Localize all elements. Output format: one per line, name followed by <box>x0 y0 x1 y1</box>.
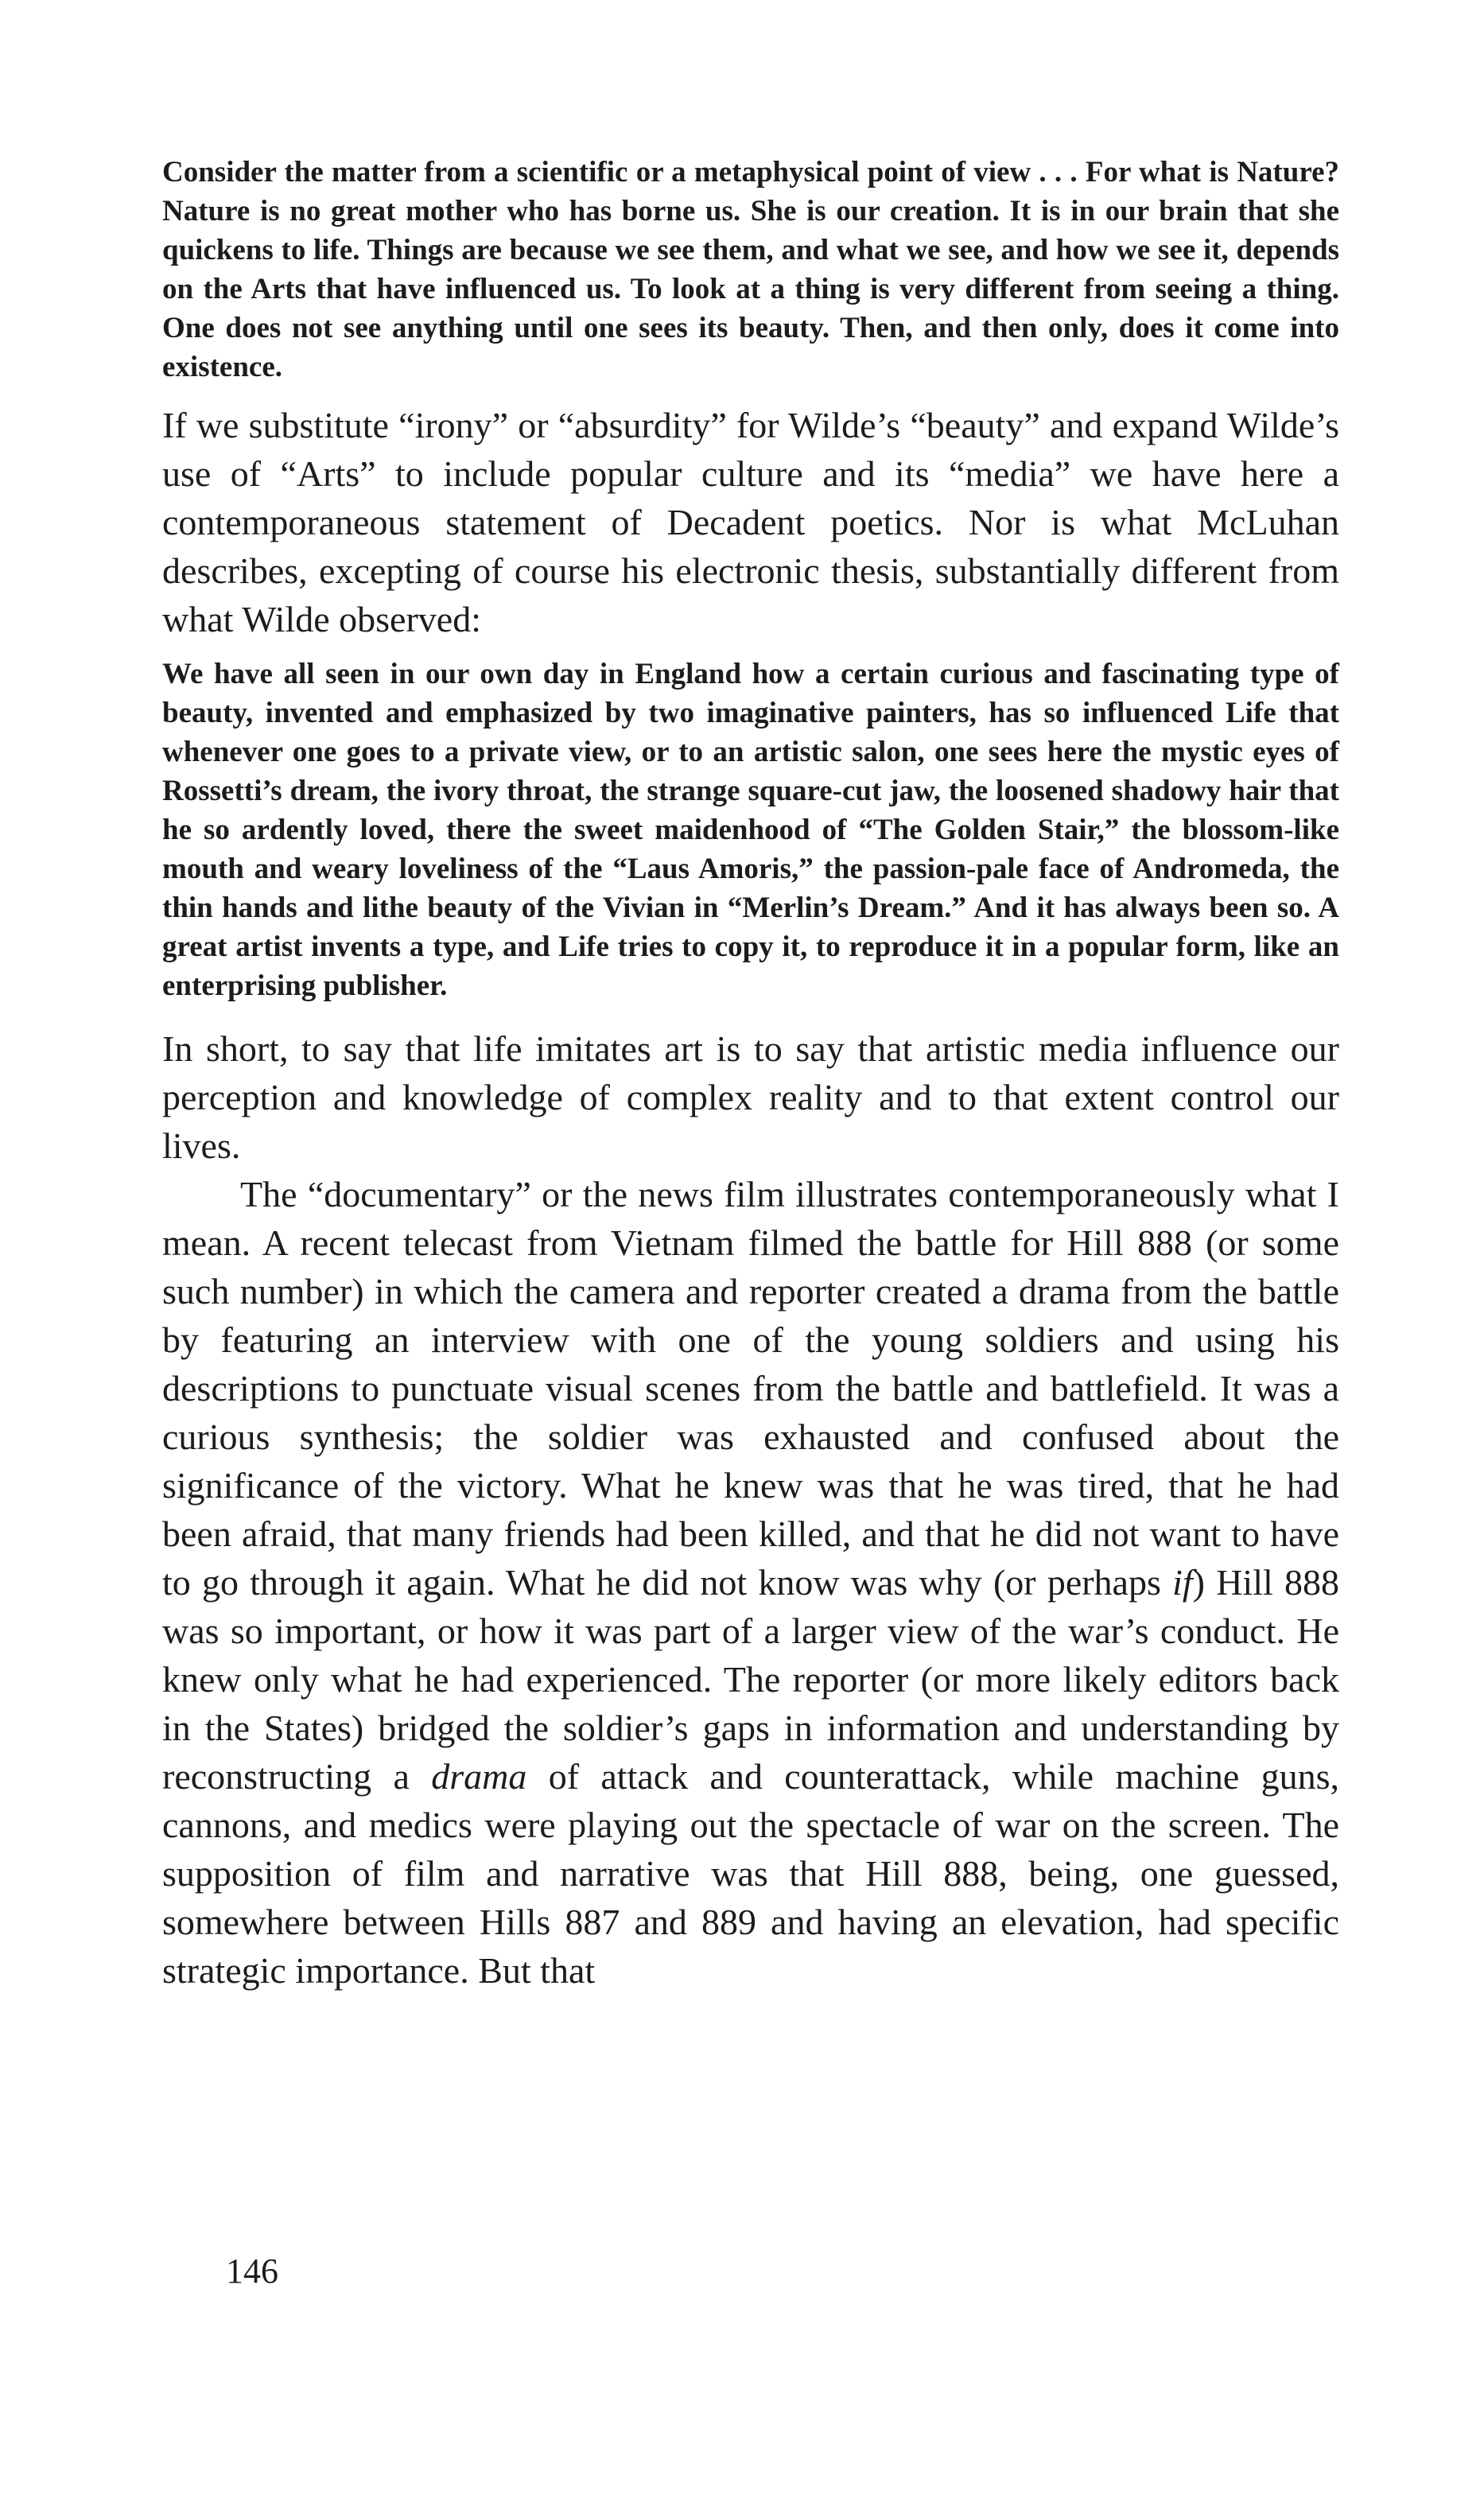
paragraph-documentary-part-2: ) Hill 888 was so important, or how it was part of a larger view of the war’s conduct. He knew only what he had experienced. The reporter (or more likely editors back in the States) bridged the soldier’s gaps in information and understanding by reconstructing a <box>162 1562 1339 1797</box>
paragraph-documentary-part-1: The “documentary” or the news film illustrates contemporaneously what I mean. A recent telecast from Vietnam filmed the battle for Hill 888 (or some such number) in which the camera and reporter created a drama from the battle by featuring an interview with one of the young soldiers and using his descriptions to punctuate visual scenes from the battle and battlefield. It was a curious synthesis; the soldier was exhausted and confused about the significance of the victory. What he knew was that he was tired, that he had been afraid, that many friends had been killed, and that he did not want to have to go through it again. What he did not know was why (or perhaps <box>162 1174 1339 1603</box>
page-number: 146 <box>226 2252 278 2291</box>
page-content <box>162 153 1339 1995</box>
paragraph-documentary-part-3: of attack and counterattack, while machine guns, cannons, and medics were playing out the spectacle of war on the screen. The supposition of film and narrative was that Hill 888, being, one guessed, somewhere between Hills 887 and 889 and having an elevation, had specific strategic importance. But that <box>162 1756 1340 1991</box>
paragraph-documentary <box>162 1170 1339 1995</box>
block-quote-wilde-nature: Consider the matter from a scientific or a metaphysical point of view . . . For what is Nature? Nature is no great mother who has borne us. She is our creation. It is in our brain that she quickens to life. Things are because we see them, and what we see, and how we see it, depends on the Arts that have influenced us. To look at a thing is very different from seeing a thing. One does not see anything until one sees its beauty. Then, and then only, does it come into existence. <box>162 156 1339 383</box>
italic-if: if <box>1172 1562 1193 1603</box>
block-quote-wilde-beauty: We have all seen in our own day in England how a certain curious and fascinating type of beauty, invented and emphasized by two imaginative painters, has so influenced Life that whenever one goes to a private view, or to an artistic salon, one sees here the mystic eyes of Rossetti’s dream, the ivory throat, the strange square-cut jaw, the loosened shadowy hair that he so ardently loved, there the sweet maidenhood of “The Golden Stair,” the blossom-like mouth and weary loveliness of the “Laus Amoris,” the passion-pale face of Andromeda, the thin hands and lithe beauty of the Vivian in “Merlin’s Dream.” And it has always been so. A great artist invents a type, and Life tries to copy it, to reproduce it in a popular form, like an enterprising publisher. <box>162 658 1339 1002</box>
paragraph-life-imitates-art: In short, to say that life imitates art is to say that artistic media influence our perception and knowledge of complex reality and to that extent control our lives. <box>162 1028 1339 1166</box>
italic-drama: drama <box>431 1756 527 1797</box>
paragraph-substitute-irony: If we substitute “irony” or “absurdity” for Wilde’s “beauty” and expand Wilde’s use of “Arts” to include popular culture and its “media” we have here a contemporaneous statement of Decadent poetics. Nor is what McLuhan describes, excepting of course his electronic thesis, substantially different from what Wilde observed: <box>162 405 1339 639</box>
